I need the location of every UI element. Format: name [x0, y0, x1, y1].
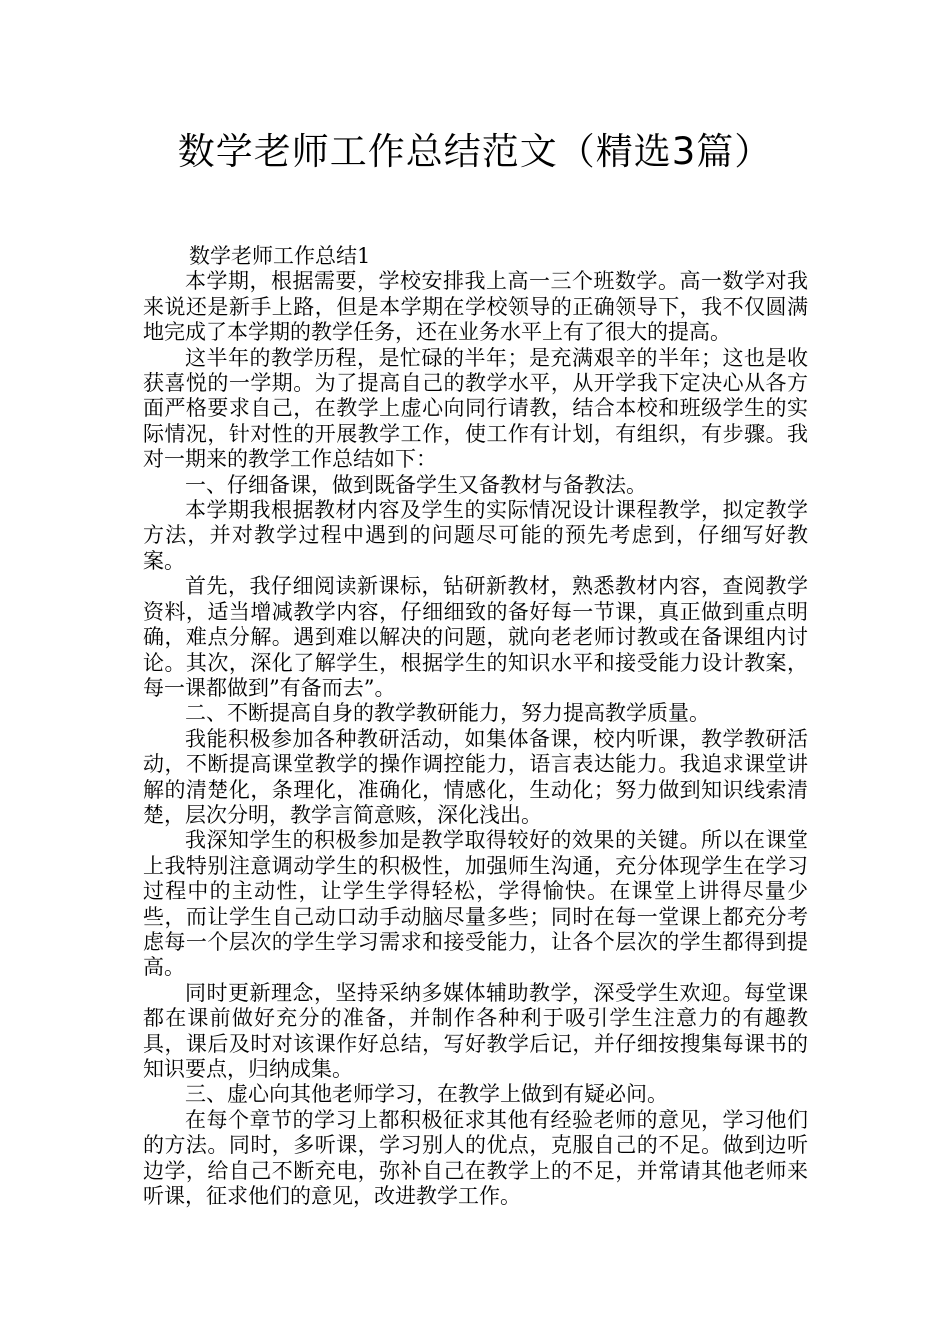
section-heading: 数学老师工作总结1 — [189, 244, 371, 268]
subsection-heading: 二、不断提高自身的教学教研能力，努力提高教学质量。 — [185, 701, 710, 726]
body-paragraph: 本学期我根据教材内容及学生的实际情况设计课程教学，拟定教学方法，并对教学过程中遇到的问题尽可能的预先考虑到，仔细写好教案。 — [143, 498, 808, 573]
document-title: 数学老师工作总结范文（精选3篇） — [177, 130, 773, 173]
subsection-heading: 一、仔细备课，做到既备学生又备教材与备教法。 — [185, 472, 647, 497]
body-paragraph: 我深知学生的积极参加是教学取得较好的效果的关键。所以在课堂上我特别注意调动学生的积极性，加强师生沟通，充分体现学生在学习过程中的主动性，让学生学得轻松，学得愉快。在课堂上讲得尽量少些，而让学生自己动口动手动脑尽量多些；同时在每一堂课上都充分考虑每一个层次的学生学习需求和接受能力，让各个层次的学生都得到提高。 — [143, 828, 808, 980]
body-paragraph: 同时更新理念，坚持采纳多媒体辅助教学，深受学生欢迎。每堂课都在课前做好充分的准备，并制作各种利于吸引学生注意力的有趣教具，课后及时对该课作好总结，写好教学后记，并仔细按搜集每课书的知识要点，归纳成集。 — [143, 980, 808, 1081]
body-paragraph: 在每个章节的学习上都积极征求其他有经验老师的意见，学习他们的方法。同时，多听课，学习别人的优点，克服自己的不足。做到边听边学，给自己不断充电，弥补自己在教学上的不足，并常请其他老师来听课，征求他们的意见，改进教学工作。 — [143, 1107, 808, 1209]
body-paragraph: 这半年的教学历程，是忙碌的半年；是充满艰辛的半年；这也是收获喜悦的一学期。为了提高自己的教学水平，从开学我下定决心从各方面严格要求自己，在教学上虚心向同行请教，结合本校和班级学生的实际情况，针对性的开展教学工作，使工作有计划，有组织，有步骤。我对一期来的教学工作总结如下： — [143, 345, 808, 472]
body-paragraph: 本学期，根据需要，学校安排我上高一三个班数学。高一数学对我来说还是新手上路，但是本学期在学校领导的正确领导下，我不仅圆满地完成了本学期的教学任务，还在业务水平上有了很大的提高。 — [143, 269, 808, 345]
body-paragraph: 首先，我仔细阅读新课标，钻研新教材，熟悉教材内容，查阅教学资料，适当增减教学内容，仔细细致的备好每一节课，真正做到重点明确，难点分解。遇到难以解决的问题，就向老老师讨教或在备课组内讨论。其次，深化了解学生，根据学生的知识水平和接受能力设计教案，每一课都做到”有备而去”。 — [143, 574, 808, 700]
document-body — [143, 244, 808, 1209]
subsection-heading: 三、虚心向其他老师学习，在教学上做到有疑必问。 — [185, 1082, 668, 1107]
body-paragraph: 我能积极参加各种教研活动，如集体备课，校内听课，教学教研活动，不断提高课堂教学的操作调控能力，语言表达能力。我追求课堂讲解的清楚化，条理化，准确化，情感化，生动化；努力做到知识线索清楚，层次分明，教学言简意赅，深化浅出。 — [143, 726, 808, 827]
